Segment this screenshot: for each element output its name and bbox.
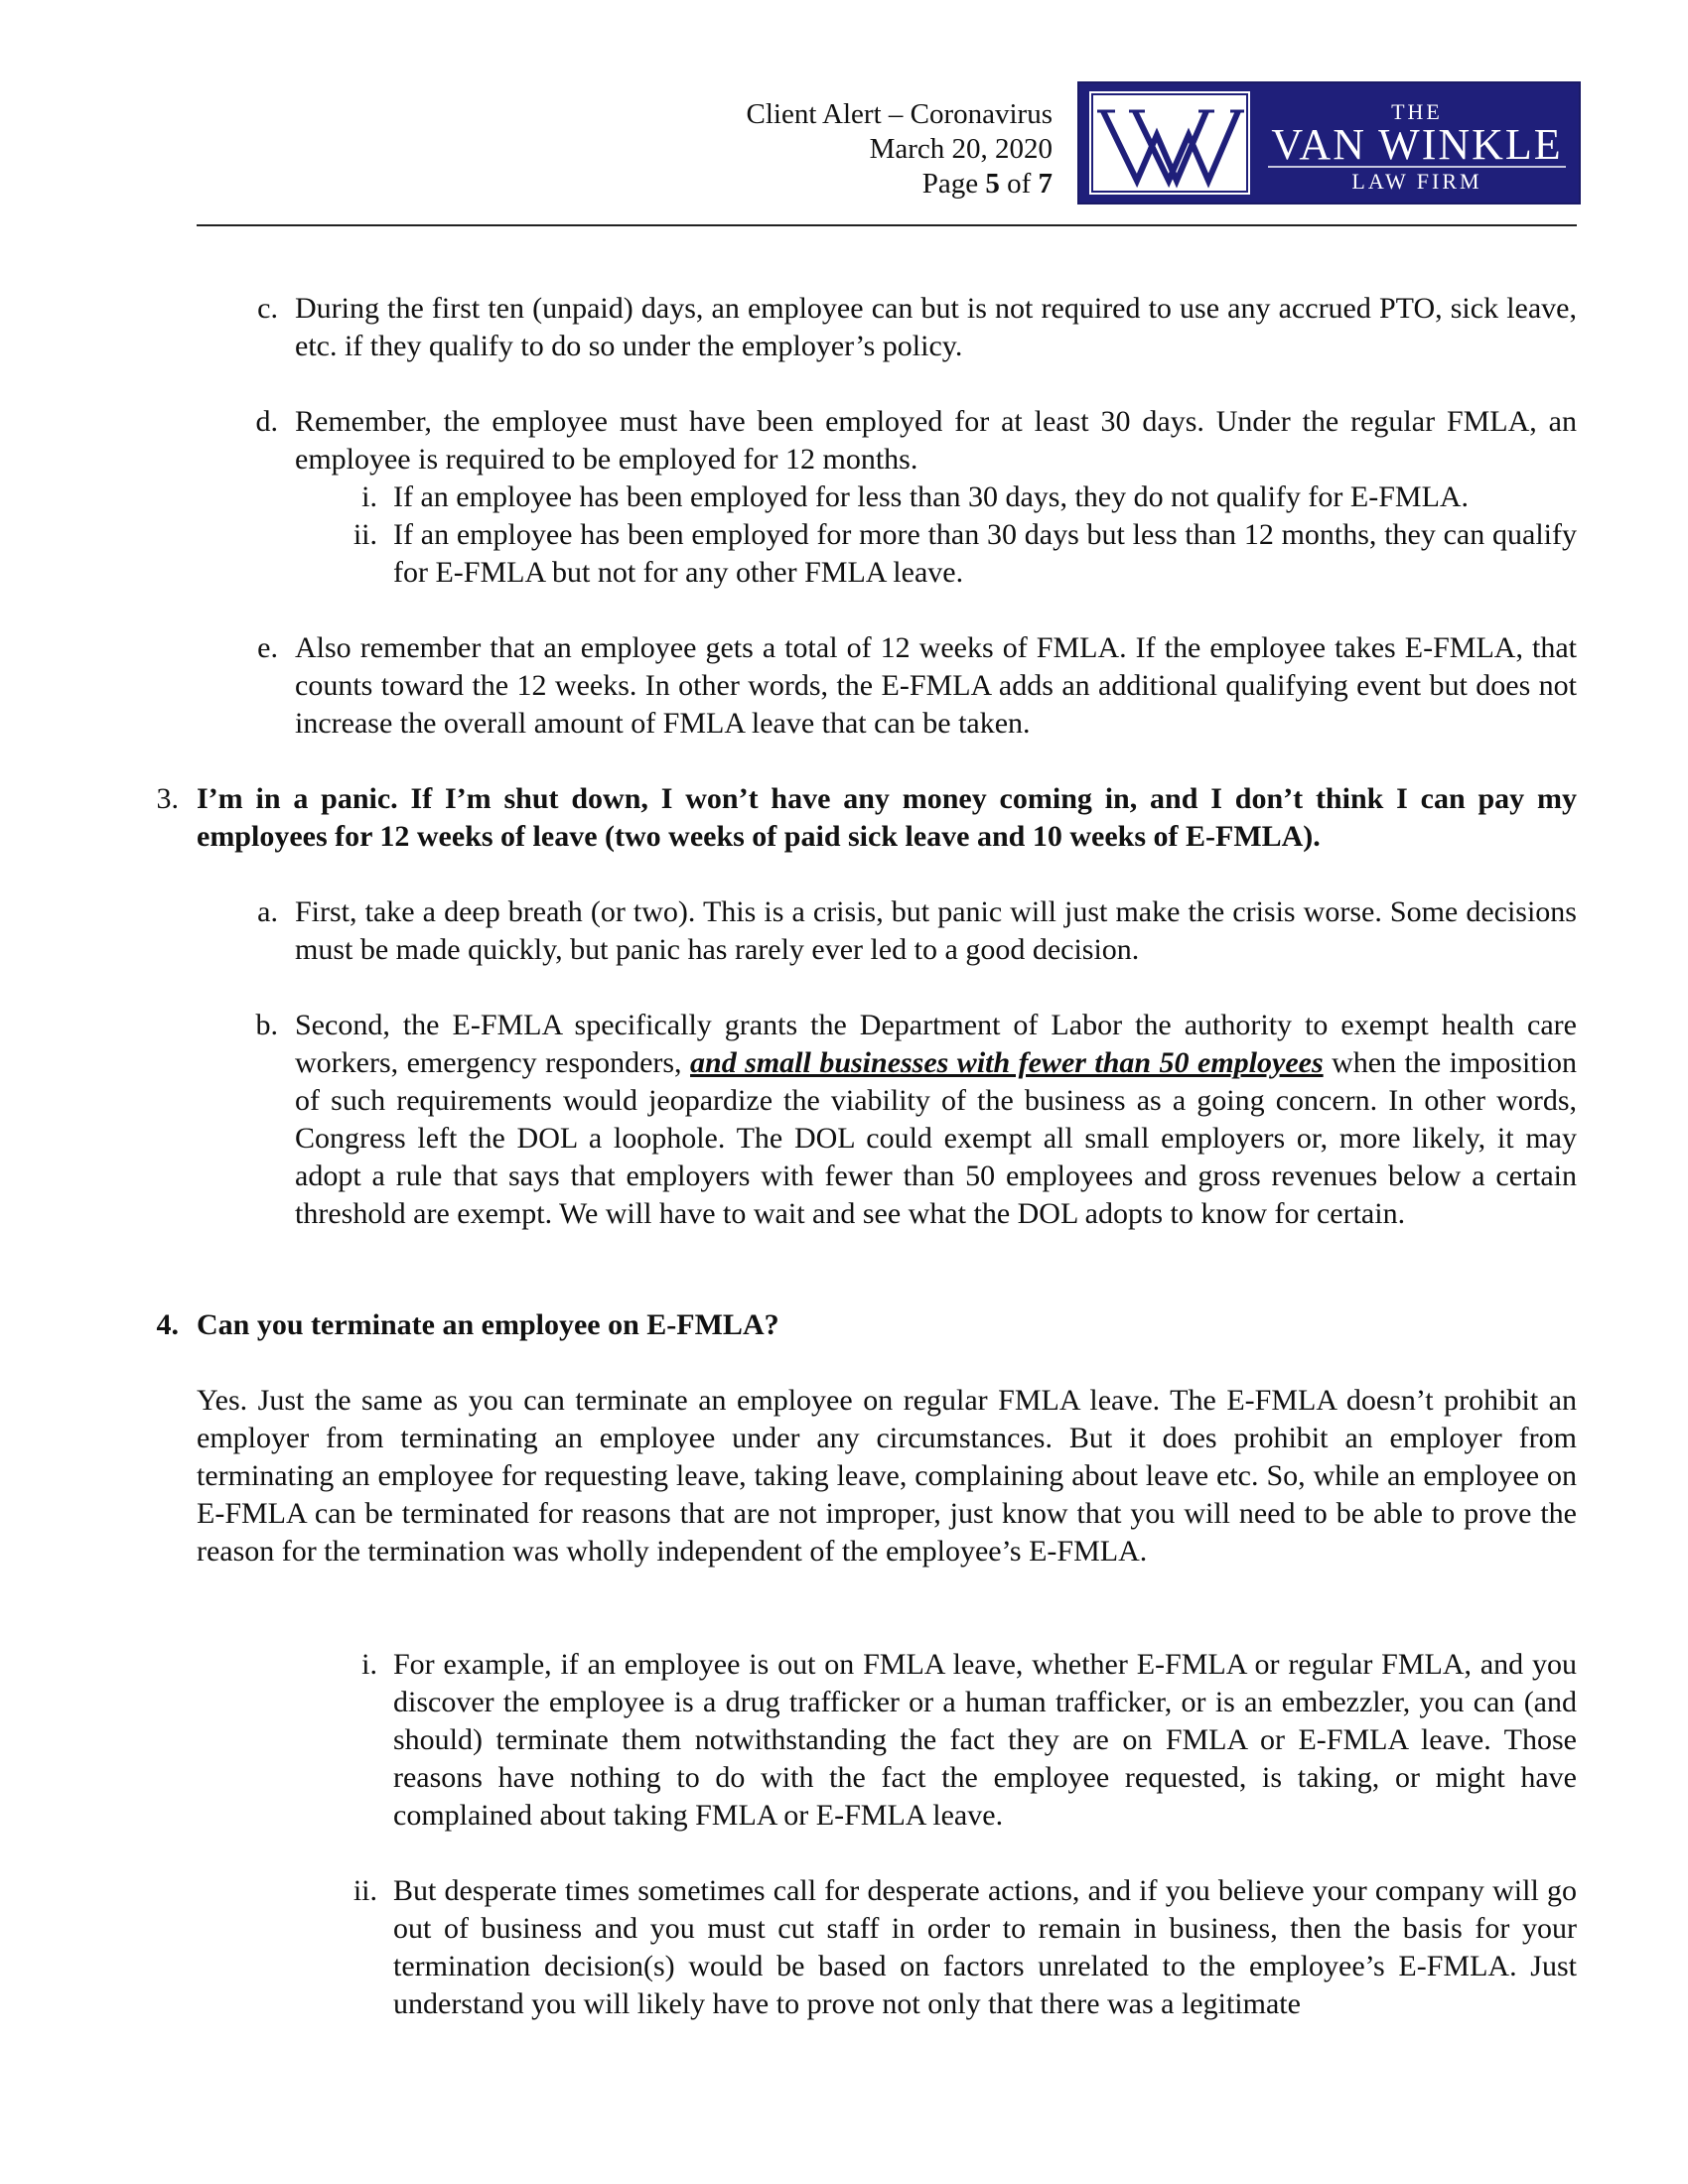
q3-b-marker: b.: [255, 1009, 278, 1041]
header-info: [747, 97, 1054, 202]
logo-the: THE: [1391, 99, 1443, 124]
q4-ii-marker: ii.: [352, 1874, 377, 1907]
q4-i-text: For example, if an employee is out on FMLA leave, whether E-FMLA or regular FMLA, and you discover the employee is a drug trafficker or a human trafficker, or is an embezzler, you can (and should) terminate them notwithstanding the fact they are on FMLA or E-FMLA leave. Those reasons have nothing to do with the fact the employee requested, is taking, or might have complained about taking FMLA or E-FMLA leave.: [393, 1648, 1577, 1832]
item-d-text: Remember, the employee must have been employed for at least 30 days. Under the regular FMLA, an employee is required to be employed for 12 months.: [295, 405, 1577, 476]
question-3-marker: 3.: [156, 782, 179, 815]
item-c-marker: c.: [257, 292, 278, 325]
q3-b-text: Second, the E-FMLA specifically grants the Department of Labor the authority to exempt health care workers, emergency responders, and small businesses with fewer than 50 employees when the imposition of such requirements would jeopardize the viability of the business as a going concern. In other words, Congress left the DOL a loophole. The DOL could exempt all small employers or, more likely, it may adopt a rule that says that employers with fewer than 50 employees and gross revenues below a certain threshold are exempt. We will have to wait and see what the DOL adopts to know for certain.: [295, 1009, 1577, 1230]
q3-a-marker: a.: [257, 895, 278, 928]
question-4-answer: Yes. Just the same as you can terminate an employee on regular FMLA leave. The E-FMLA doesn’t prohibit an employer from terminating an employee under any circumstances. But it does prohibit an employer from terminating an employee for requesting leave, taking leave, complaining about leave etc. So, while an employee on E-FMLA can be terminated for reasons that are not improper, just know that you will need to be able to prove the reason for the termination was wholly independent of the employee’s E-FMLA.: [197, 1384, 1577, 1568]
van-winkle-logo: [1077, 81, 1581, 205]
q4-ii-text: But desperate times sometimes call for desperate actions, and if you believe your company will go out of business and you must cut staff in order to remain in business, then the basis for your termination decision(s) would be based on factors unrelated to the employee’s E-FMLA. Just understand you will likely have to prove not only that there was a legitimate: [393, 1874, 1577, 2020]
logo-graphic: [1079, 83, 1579, 203]
item-c-text: During the first ten (unpaid) days, an employee can but is not required to use any accrued PTO, sick leave, etc. if they qualify to do so under the employer’s policy.: [295, 292, 1577, 362]
alert-date: March 20, 2020: [869, 133, 1053, 165]
q4-i-marker: i.: [361, 1648, 377, 1681]
question-4-title: Can you terminate an employee on E-FMLA?: [197, 1308, 779, 1341]
item-e-marker: e.: [257, 631, 278, 664]
header-divider: [197, 224, 1577, 226]
exemption-emphasis: and small businesses with fewer than 50 employees: [690, 1046, 1324, 1079]
logo-name: VAN WINKLE: [1271, 120, 1563, 169]
alert-title: Client Alert – Coronavirus: [746, 98, 1053, 130]
item-d-ii-marker: ii.: [352, 518, 377, 551]
item-d-i-text: If an employee has been employed for less than 30 days, they do not qualify for E-FMLA.: [393, 480, 1470, 513]
item-d-marker: d.: [255, 405, 278, 438]
item-e-text: Also remember that an employee gets a total of 12 weeks of FMLA. If the employee takes E-FMLA, that counts toward the 12 weeks. In other words, the E-FMLA adds an additional qualifying event but does not increase the overall amount of FMLA leave that can be taken.: [295, 631, 1577, 740]
question-4-marker: 4.: [156, 1308, 179, 1341]
item-d-ii-text: If an employee has been employed for more than 30 days but less than 12 months, they can qualify for E-FMLA but not for any other FMLA leave.: [393, 518, 1577, 589]
page-number: Page 5 of 7: [921, 168, 1053, 200]
logo-sub: LAW FIRM: [1351, 169, 1482, 194]
item-d-i-marker: i.: [361, 480, 377, 513]
question-3-title: I’m in a panic. If I’m shut down, I won’t have any money coming in, and I don’t think I can pay my employees for 12 weeks of leave (two weeks of paid sick leave and 10 weeks of E-FMLA).: [197, 782, 1577, 853]
q3-a-text: First, take a deep breath (or two). This is a crisis, but panic will just make the crisis worse. Some decisions must be made quickly, but panic has rarely ever led to a good decision.: [295, 895, 1577, 966]
